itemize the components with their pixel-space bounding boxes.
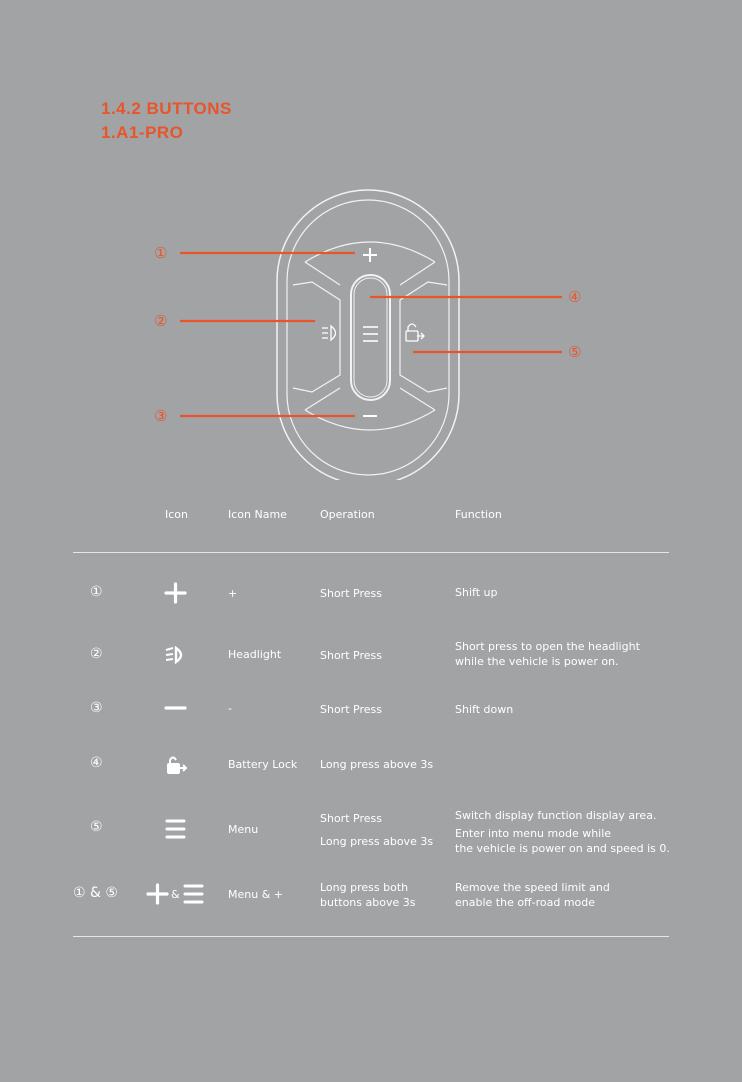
function: enable the off-road mode — [455, 896, 596, 909]
operation: Short Press — [320, 703, 382, 716]
icon-name: Menu & + — [228, 888, 283, 901]
icon-name: - — [228, 702, 232, 715]
plus-icon — [146, 882, 170, 906]
table-bottom-rule — [73, 936, 669, 937]
function: while the vehicle is power on. — [455, 655, 619, 668]
remote-inner-shell — [287, 200, 449, 475]
column-header-function: Function — [455, 508, 502, 521]
function: Remove the speed limit and — [455, 881, 610, 894]
model-title: 1.A1-PRO — [101, 123, 184, 142]
function: Enter into menu mode while — [455, 827, 612, 840]
column-header-operation: Operation — [320, 508, 375, 521]
operation: Long press both — [320, 881, 409, 894]
menu-icon — [164, 818, 188, 840]
remote-headlight-glyph — [322, 326, 336, 340]
remote-center-pill-inner — [354, 278, 387, 397]
icon-name: Headlight — [228, 648, 282, 661]
operation: buttons above 3s — [320, 896, 416, 909]
menu-icon — [182, 882, 206, 906]
remote-diagram — [0, 0, 742, 480]
table-top-rule — [73, 552, 669, 553]
row-number: ② — [90, 646, 103, 662]
operation: Long press above 3s — [320, 835, 434, 848]
headlight-icon — [164, 645, 188, 665]
function: the vehicle is power on and speed is 0. — [455, 842, 670, 855]
icon-name: Battery Lock — [228, 758, 298, 771]
operation: Long press above 3s — [320, 758, 434, 771]
callout-3: ③ — [154, 407, 168, 425]
section-title: 1.4.2 BUTTONS — [101, 99, 232, 118]
remote-bottom-button — [305, 410, 435, 430]
icon-joiner: & — [171, 888, 180, 901]
function: Switch display function display area. — [455, 809, 657, 822]
callout-1: ① — [154, 244, 168, 262]
column-header-icon-name: Icon Name — [228, 508, 287, 521]
function: Short press to open the headlight — [455, 640, 640, 653]
operation: Short Press — [320, 649, 382, 662]
icon-name: + — [228, 587, 238, 600]
column-header-icon: Icon — [165, 508, 188, 521]
operation: Short Press — [320, 812, 382, 825]
callout-5: ⑤ — [568, 343, 582, 361]
row-number: ④ — [90, 755, 103, 771]
row-number: ⑤ — [90, 819, 103, 835]
function: Shift up — [455, 586, 498, 599]
plus-icon — [164, 582, 188, 604]
row-number: ① & ⑤ — [73, 885, 118, 901]
remote-lock-glyph — [406, 324, 424, 341]
row-number: ① — [90, 584, 103, 600]
minus-icon — [164, 698, 188, 718]
callout-2: ② — [154, 312, 168, 330]
callout-4: ④ — [568, 288, 582, 306]
remote-outer-shell — [277, 190, 459, 480]
row-number: ③ — [90, 700, 103, 716]
function: Shift down — [455, 703, 514, 716]
operation: Short Press — [320, 587, 382, 600]
icon-name: Menu — [228, 823, 259, 836]
remote-center-pill — [351, 275, 390, 400]
battery-lock-icon — [164, 753, 188, 777]
